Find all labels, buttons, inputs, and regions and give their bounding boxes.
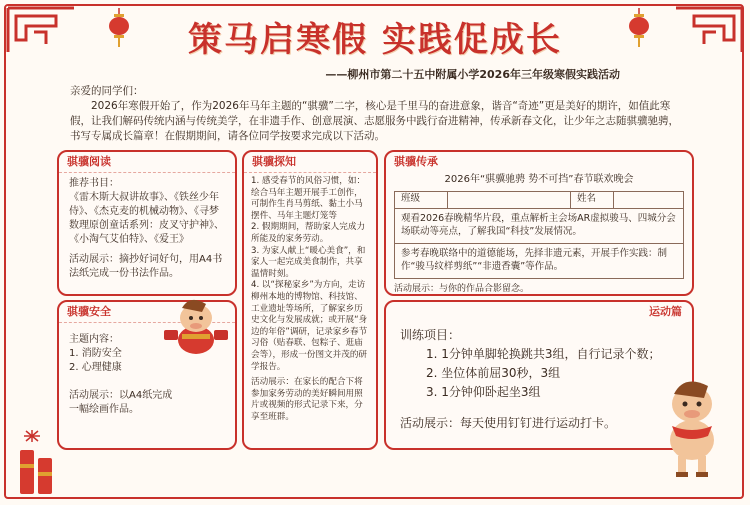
explore-box	[242, 150, 378, 450]
gala-title: 2026年“骐骥驰骋 势不可挡”春节联欢晚会	[444, 174, 634, 185]
sport-item: 3. 1分钟仰卧起坐3组	[426, 385, 541, 399]
inherit-p1: 观看2026春晚精华片段，重点解析主会场AR虚拟骏马、四城分会场联动等亮点，了解我国“科技”发展情况。	[395, 208, 684, 243]
form-name-label: 姓名	[571, 191, 614, 208]
explore-item: 3. 为家人献上“暖心美食”，和家人一起完成美食制作，共享温情时刻。	[251, 245, 366, 279]
reading-box	[57, 150, 237, 296]
sport-item: 1. 1分钟单脚轮换跳共3组，自行记录个数；	[426, 347, 661, 361]
form-class-field[interactable]	[448, 191, 571, 208]
sport-heading: 运动篇	[649, 305, 682, 318]
horse-mascot-icon	[160, 290, 232, 360]
sport-show: 活动展示：每天使用钉钉进行运动打卡。	[400, 416, 617, 430]
reading-heading: 骐骥阅读	[59, 152, 235, 173]
explore-item: 4. 以“探秘家乡”为方向，走访柳州本地的博物馆、科技馆、工业遗址等场所，了解家乡历史文化与发展成就；或开展“身边的年俗”调研，记录家乡春节习俗（贴春联、包粽子、逛庙会等），形成一份图文并茂的研学报告。	[251, 280, 368, 372]
reading-show: 活动展示：摘抄好词好句，用A4书法纸完成一份书法作品。	[69, 254, 223, 279]
explore-show: 活动展示：在家长的配合下将参加家务劳动的美好瞬间用照片或视频的形式记录下来，分享至班群。	[251, 377, 363, 422]
safety-content-label: 主题内容：	[69, 334, 119, 345]
reading-books-label: 推荐书目：	[69, 178, 119, 189]
explore-heading: 骐骥探知	[244, 152, 376, 173]
horse-mascot-icon	[650, 368, 734, 478]
sport-item: 2. 坐位体前屈30秒，3组	[426, 366, 561, 380]
page-title: 策马启寒假 实践促成长	[188, 20, 562, 60]
form-class-label: 班级	[395, 191, 448, 208]
sport-label: 训练项目：	[400, 328, 461, 342]
intro-greeting: 亲爱的同学们：	[70, 85, 144, 97]
sport-box	[384, 300, 694, 450]
safety-show: 活动展示：以A4纸完成一幅绘画作品。	[69, 390, 173, 415]
firecracker-icon	[14, 428, 70, 498]
safety-item: 1. 消防安全	[69, 348, 122, 359]
intro-section	[70, 84, 685, 144]
reading-books: 《雷木斯大叔讲故事》、《铁丝少年侍》、《杰克麦的机械动物》、《寻梦数理原创童话系列：皮叉守护神》、《小淘气艾伯特》、《爱王》	[69, 192, 224, 245]
intro-paragraph: 2026年寒假开始了，作为2026年马年主题的“骐骥”二字，核心是千里马的奋进意象，谐音“奇迹”更是美好的期许，如值此寒假，让我们解码传统内涵与传统美学，在非遗手作、创意展演、志愿服务中践行奋进精神，传承新春文化，让少年之志随骐骥驰骋，书写专属成长篇章！在假期期间，请各位同学按要求完成以下活动。	[70, 100, 679, 142]
inherit-heading: 骐骥传承	[394, 155, 438, 168]
explore-item: 2. 假期期间，帮助家人完成力所能及的家务劳动。	[251, 222, 366, 244]
safety-item: 2. 心理健康	[69, 362, 122, 373]
safety-heading: 骐骥安全	[59, 302, 235, 323]
sport-list	[400, 345, 678, 402]
inherit-show: 活动展示：与你的作品合影留念。	[394, 283, 530, 294]
inherit-box	[384, 150, 694, 296]
form-name-field[interactable]	[614, 191, 684, 208]
page-subtitle: ——柳州市第二十五中附属小学2026年三年级寒假实践活动	[325, 68, 620, 81]
explore-item: 1. 感受春节的风俗习惯，如：绘合马年主题开展手工创作，可制作生肖马剪纸、黏土小马摆件、马年主题灯笼等	[251, 176, 366, 221]
info-form	[394, 191, 684, 279]
inherit-p2: 参考春晚联络中的道德能场，先择非遗元素，开展手作实践：制作“骏马纹样剪纸”“非遗香囊”等作品。	[395, 243, 684, 278]
